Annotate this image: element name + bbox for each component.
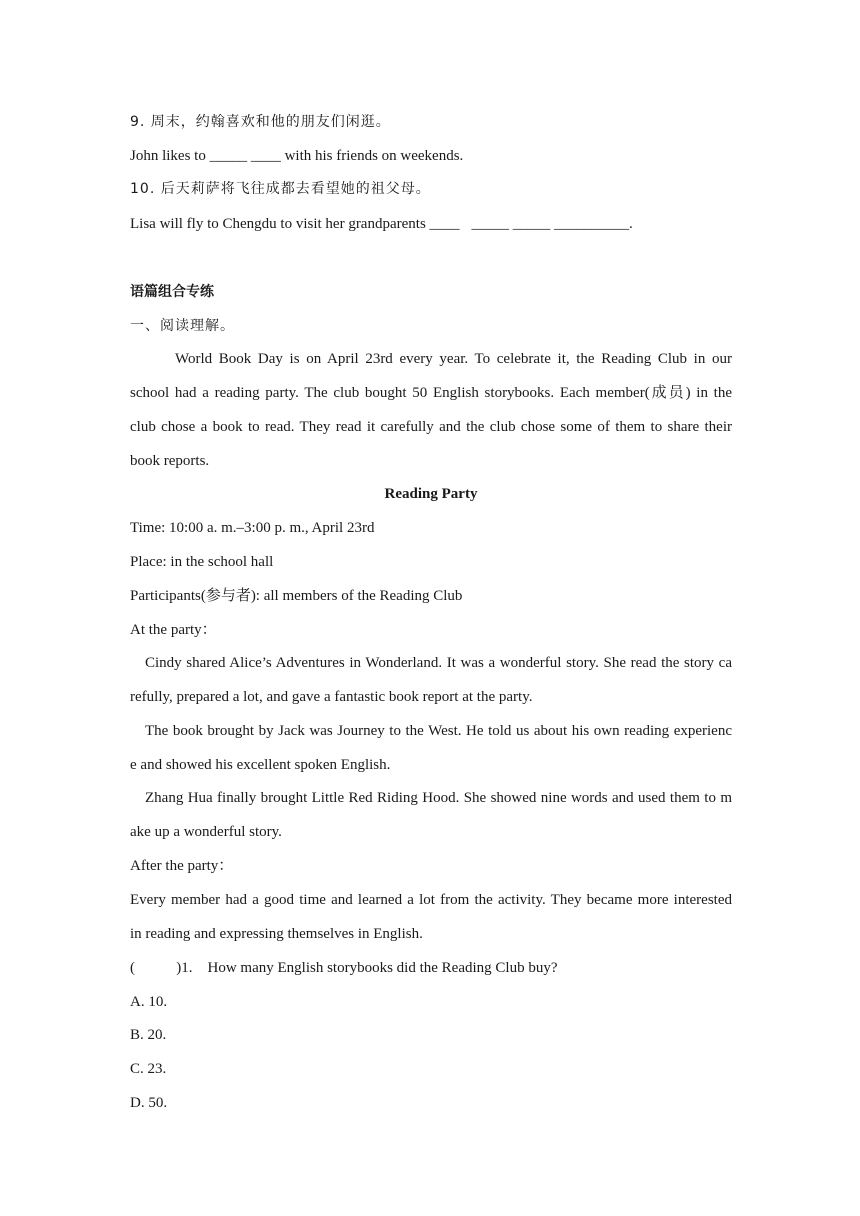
q9-english: John likes to _____ ____ with his friends on weekends. xyxy=(130,148,464,164)
option-c: C. 23. xyxy=(130,1061,167,1077)
q10-english xyxy=(130,214,732,234)
body-line-6: ake up a wonderful story. xyxy=(130,824,282,840)
q10-chinese: 10. 后天莉萨将飞往成都去看望她的祖父母。 xyxy=(130,181,431,197)
body-line-2: refully, prepared a lot, and gave a fantastic book report at the party. xyxy=(130,689,533,705)
body-line-4: e and showed his excellent spoken English. xyxy=(130,757,391,773)
after-party-label: After the party： xyxy=(130,858,234,874)
q10-english-part-b: _____ _____ __________. xyxy=(471,216,633,232)
party-place: Place: in the school hall xyxy=(130,554,274,570)
party-participants: Participants(参与者): all members of the Reading Club xyxy=(130,588,463,604)
section-part-label: 一、阅读理解。 xyxy=(130,318,235,334)
intro-line-1: World Book Day is on April 23rd every year. To celebrate it, the Reading Club in our xyxy=(175,351,732,367)
section-title: 语篇组合专练 xyxy=(130,284,214,300)
q10-english-part-a: Lisa will fly to Chengdu to visit her grandparents ____ xyxy=(130,216,460,232)
question-1 xyxy=(130,958,732,978)
option-a: A. 10. xyxy=(130,994,168,1010)
party-time: Time: 10:00 a. m.–3:00 p. m., April 23rd xyxy=(130,520,375,536)
after-line-2: in reading and expressing themselves in English. xyxy=(130,926,423,942)
after-line-1: Every member had a good time and learned a lot from the activity. They became more interested xyxy=(130,892,732,908)
passage-heading: Reading Party xyxy=(384,486,478,502)
question-1-text: How many English storybooks did the Reading Club buy? xyxy=(207,960,558,976)
option-d: D. 50. xyxy=(130,1095,168,1111)
intro-line-4: book reports. xyxy=(130,453,210,469)
body-line-1: Cindy shared Alice’s Adventures in Wonderland. It was a wonderful story. She read the story ca xyxy=(145,655,732,671)
q9-chinese: 9. 周末，约翰喜欢和他的朋友们闲逛。 xyxy=(130,114,391,130)
intro-line-3: club chose a book to read. They read it carefully and the club chose some of them to share their xyxy=(130,419,732,435)
answer-bracket[interactable]: ( )1. xyxy=(130,960,193,976)
at-party-label: At the party： xyxy=(130,622,217,638)
body-line-5: Zhang Hua finally brought Little Red Riding Hood. She showed nine words and used them to m xyxy=(145,790,732,806)
body-line-3: The book brought by Jack was Journey to the West. He told us about his own reading experienc xyxy=(145,723,732,739)
intro-line-2: school had a reading party. The club bought 50 English storybooks. Each member(成员) in the xyxy=(130,385,732,401)
option-b: B. 20. xyxy=(130,1027,167,1043)
